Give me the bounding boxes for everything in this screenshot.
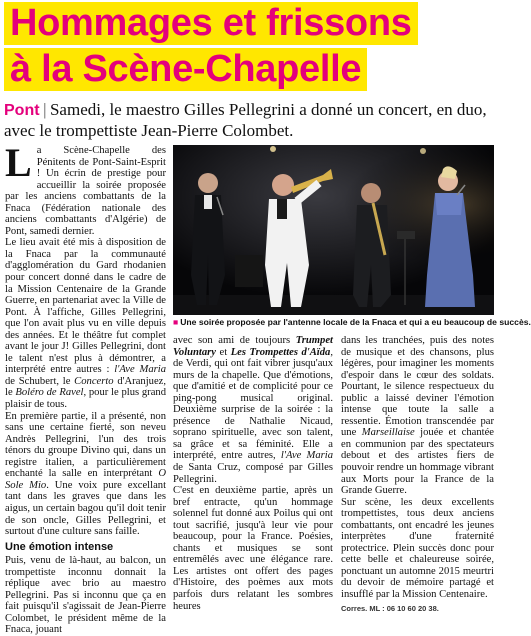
article-column-2 <box>173 335 333 612</box>
standfirst-text: Samedi, le maestro Gilles Pellegrini a donné un concert, en duo, avec le trompettiste Jean-Pierre Colombet. <box>4 100 487 140</box>
article-paragraph <box>173 485 333 612</box>
paragraph-text: de Schubert, le <box>5 375 75 387</box>
headline-line-2: à la Scène-Chapelle <box>4 48 367 91</box>
article-paragraph <box>5 140 166 237</box>
concert-photo <box>173 145 494 315</box>
paragraph-text: dans les tranchées, puis des notes de musique et des chansons, plus légères, pour imaginer les moments d'espoir dans le cœur des soldats. Pourtant, le silence respectueux du public a laissé deviner l'émotion intense que toute la salle a ressentie. Émotion transcendée par une <box>341 335 494 439</box>
standfirst-separator: | <box>42 100 47 119</box>
paragraph-text: avec son ami de toujours <box>173 335 296 346</box>
paragraph-text: , pour le plus grand plaisir de tous. <box>5 387 166 411</box>
article-column-1 <box>5 140 167 636</box>
article-paragraph <box>5 237 166 410</box>
article-paragraph <box>5 411 166 538</box>
paragraph-text: jouée et chantée en communion par des spectateurs debout et des artistes fiers de pouvoir rendre un hommage vibrant aux Morts pour la France de la Grande Guerre. <box>341 427 494 497</box>
standfirst <box>4 100 494 141</box>
article-column-3 <box>341 335 494 614</box>
work-title: Boléro de Ravel <box>15 387 84 399</box>
paragraph-text: C'est en deuxième partie, après un bref entracte, qu'un hommage solennel fut donné aux Poilus qui ont tout sacrifié, jusqu'à leur vie pour beaucoup, pour la France. Poésies, chants et musiques se sont entremêlés avec une élégance rare. Les artistes ont offert des pages d'Histoire, des poèmes aux mots parfois durs relatant les sombres heures <box>173 485 333 612</box>
paragraph-text: , de Verdi, qui ont fait vibrer jusqu'aux murs de la chapelle. Que d'émotions, que d'amitié et de complicité pour ce ping-pong musical original. Deuxième surprise de la soirée : la présence de Nathalie Nicaud, soprano spirituelle, avec son talent, sa grâce et sa féminité. Elle a interprété, entre autres, <box>173 346 333 462</box>
paragraph-text: a Scène-Chapelle des Pénitents de Pont-Saint-Esprit ! Un écrin de prestige pour accueillir la soirée proposée par les anciens combattants de la Fnaca (Fédération nationale des anciens combattants d'Algérie) de Pont, samedi dernier. <box>5 145 166 237</box>
work-title: Marseillaise <box>361 427 415 439</box>
paragraph-text: Sur scène, les deux excellents trompettistes, tous deux anciens combattants, ont encadré les jeunes interprètes d'une fraternité protectrice. Plein succès donc pour cette belle et chaleureuse soirée, ponctuant un automne 2015 meurtri du devoir de mémoire partagé et insufflé par la Mission Centenaire. <box>341 496 494 601</box>
work-title: O Sole Mio <box>5 468 166 491</box>
article-paragraph <box>341 497 494 601</box>
paragraph-text: . Une voix pure excellant tant dans les graves que dans les aigus, un certain bagou qu'il doit tenir de son oncle, Gilles Pellegrini, et surtout d'une culture sans faille. <box>5 479 167 538</box>
paragraph-text: et <box>215 346 231 358</box>
caption-bullet: ■ <box>173 317 179 327</box>
paragraph-text: Le lieu avait été mis à disposition de la Fnaca par la communauté d'agglomération du Gard rhodanien pour concert donné dans le cadre de la Mission Centenaire de la Grande Guerre, en partenariat avec la Ville de Pont. À l'affiche, Gilles Pellegrini, que l'on avait plus vu en ville depuis des années. Et le théâtre fut complet avant le jour J! Gilles Pellegrini, dont le talent n'est plus à démontrer, a interprété entre autres : <box>5 237 166 376</box>
drop-cap: L <box>5 140 32 185</box>
paragraph-text: de Santa Cruz, composé par Gilles Pellegrini. <box>173 462 333 485</box>
work-title: l'Ave Maria <box>280 450 333 462</box>
work-title: Concerto <box>74 375 114 387</box>
correspondent-credit: Corres. ML : 06 10 60 20 38. <box>341 603 439 613</box>
work-title: Trumpet Voluntary <box>173 335 333 358</box>
work-title: l'Ave Maria <box>114 364 166 376</box>
paragraph-text: En première partie, il a présenté, non sans une certaine fierté, son neveu Andrès Pellegrini, l'un des trois ténors du groupe Divino qui, dans un registre italien, a particulièrement enchanté la salle en interprétant <box>5 410 166 480</box>
article-paragraph <box>341 335 494 497</box>
work-title: Les Trompettes d'Aïda <box>230 346 331 358</box>
concert-photo-illustration <box>173 145 494 315</box>
headline-line-1: Hommages et frissons <box>4 2 418 45</box>
location-tag: Pont <box>4 102 40 119</box>
photo-caption <box>173 317 531 328</box>
headline <box>4 2 494 94</box>
caption-text: Une soirée proposée par l'antenne locale de la Fnaca et qui a eu beaucoup de succès. <box>180 317 531 327</box>
paragraph-text: d'Aranjuez, le <box>5 375 166 399</box>
article-subheading: Une émotion intense <box>5 540 114 553</box>
article-paragraph <box>173 335 333 485</box>
paragraph-text: Puis, venu de là-haut, au balcon, un trompettiste inconnu donnait la réplique avec brio au maestro Pellegrini. Pas si inconnu que ça en fait puisqu'il s'agissait de Jean-Pierre Colombet, le président même de la Fnaca, jouant <box>5 555 166 636</box>
article-paragraph <box>5 555 166 636</box>
